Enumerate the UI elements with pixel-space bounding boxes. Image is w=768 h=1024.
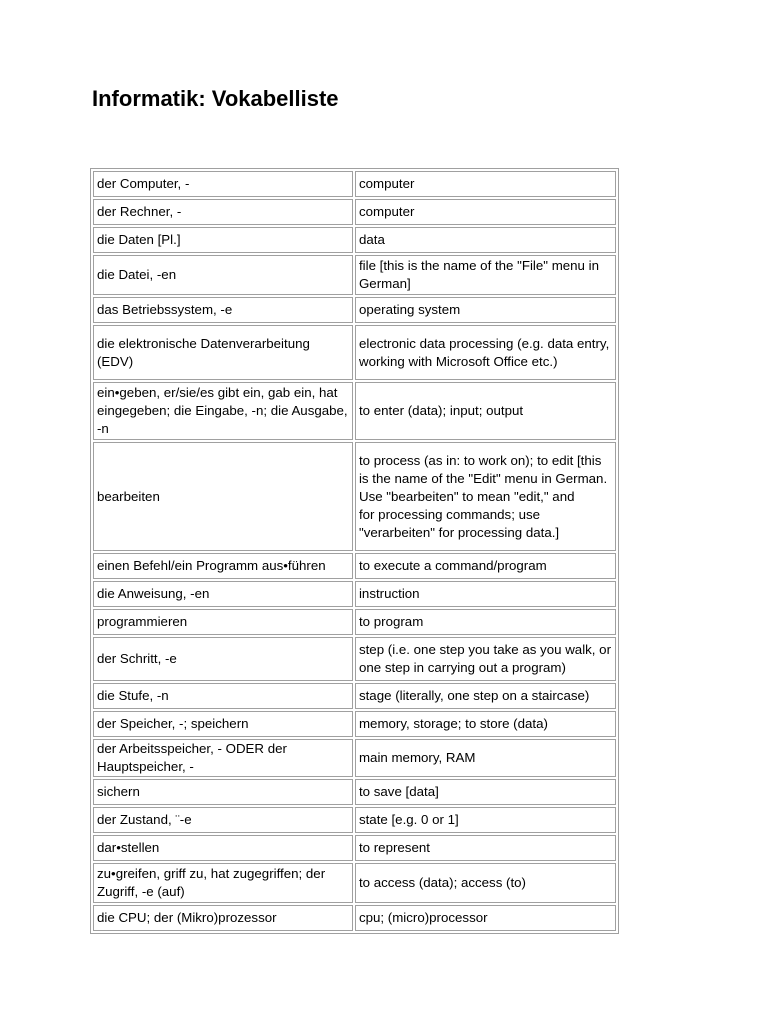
german-term-cell: die CPU; der (Mikro)prozessor: [93, 905, 353, 931]
german-term-cell: die elektronische Datenverarbeitung (EDV): [93, 325, 353, 380]
table-row: [93, 739, 616, 777]
german-term-cell: die Datei, -en: [93, 255, 353, 295]
english-translation-cell: main memory, RAM: [355, 739, 616, 777]
table-row: [93, 779, 616, 805]
table-row: [93, 807, 616, 833]
table-row: [93, 905, 616, 931]
english-translation-cell: to represent: [355, 835, 616, 861]
english-translation-cell: operating system: [355, 297, 616, 323]
german-term-cell: programmieren: [93, 609, 353, 635]
table-row: [93, 199, 616, 225]
english-translation-cell: computer: [355, 199, 616, 225]
german-term-cell: der Arbeitsspeicher, - ODER der Hauptspeicher, -: [93, 739, 353, 777]
german-term-cell: bearbeiten: [93, 442, 353, 551]
english-translation-cell: instruction: [355, 581, 616, 607]
english-translation-cell: step (i.e. one step you take as you walk, or one step in carrying out a program): [355, 637, 616, 681]
german-term-cell: die Anweisung, -en: [93, 581, 353, 607]
english-translation-cell: data: [355, 227, 616, 253]
german-term-cell: der Rechner, -: [93, 199, 353, 225]
english-translation-cell: to save [data]: [355, 779, 616, 805]
german-term-cell: der Speicher, -; speichern: [93, 711, 353, 737]
table-row: [93, 325, 616, 380]
table-row: [93, 297, 616, 323]
german-term-cell: dar•stellen: [93, 835, 353, 861]
german-term-cell: zu•greifen, griff zu, hat zugegriffen; der Zugriff, -e (auf): [93, 863, 353, 903]
german-term-cell: das Betriebssystem, -e: [93, 297, 353, 323]
german-term-cell: der Computer, -: [93, 171, 353, 197]
german-term-cell: sichern: [93, 779, 353, 805]
table-row: [93, 581, 616, 607]
table-row: [93, 683, 616, 709]
english-translation-cell: cpu; (micro)processor: [355, 905, 616, 931]
german-term-cell: ein•geben, er/sie/es gibt ein, gab ein, hat eingegeben; die Eingabe, -n; die Ausgabe, -n: [93, 382, 353, 440]
table-row: [93, 835, 616, 861]
english-translation-cell: to access (data); access (to): [355, 863, 616, 903]
table-row: [93, 442, 616, 551]
german-term-cell: einen Befehl/ein Programm aus•führen: [93, 553, 353, 579]
table-row: [93, 227, 616, 253]
english-translation-cell: stage (literally, one step on a staircase): [355, 683, 616, 709]
table-row: [93, 711, 616, 737]
english-translation-cell: file [this is the name of the "File" menu in German]: [355, 255, 616, 295]
table-row: [93, 171, 616, 197]
table-row: [93, 637, 616, 681]
german-term-cell: der Zustand, ¨-e: [93, 807, 353, 833]
table-row: [93, 382, 616, 440]
german-term-cell: die Daten [Pl.]: [93, 227, 353, 253]
english-translation-cell: to execute a command/program: [355, 553, 616, 579]
table-row: [93, 863, 616, 903]
english-translation-cell: computer: [355, 171, 616, 197]
english-translation-cell: to process (as in: to work on); to edit [this is the name of the "Edit" menu in German. Use "bearbeiten" to mean "edit," and for processing commands; use "verarbeiten" for processing data.]: [355, 442, 616, 551]
vocabulary-table: [90, 168, 619, 934]
german-term-cell: die Stufe, -n: [93, 683, 353, 709]
english-translation-cell: electronic data processing (e.g. data entry, working with Microsoft Office etc.): [355, 325, 616, 380]
english-translation-cell: memory, storage; to store (data): [355, 711, 616, 737]
table-row: [93, 609, 616, 635]
page-title: Informatik: Vokabelliste: [92, 86, 339, 111]
table-row: [93, 553, 616, 579]
table-row: [93, 255, 616, 295]
english-translation-cell: to enter (data); input; output: [355, 382, 616, 440]
vocabulary-table-body: [93, 171, 616, 931]
english-translation-cell: to program: [355, 609, 616, 635]
german-term-cell: der Schritt, -e: [93, 637, 353, 681]
english-translation-cell: state [e.g. 0 or 1]: [355, 807, 616, 833]
